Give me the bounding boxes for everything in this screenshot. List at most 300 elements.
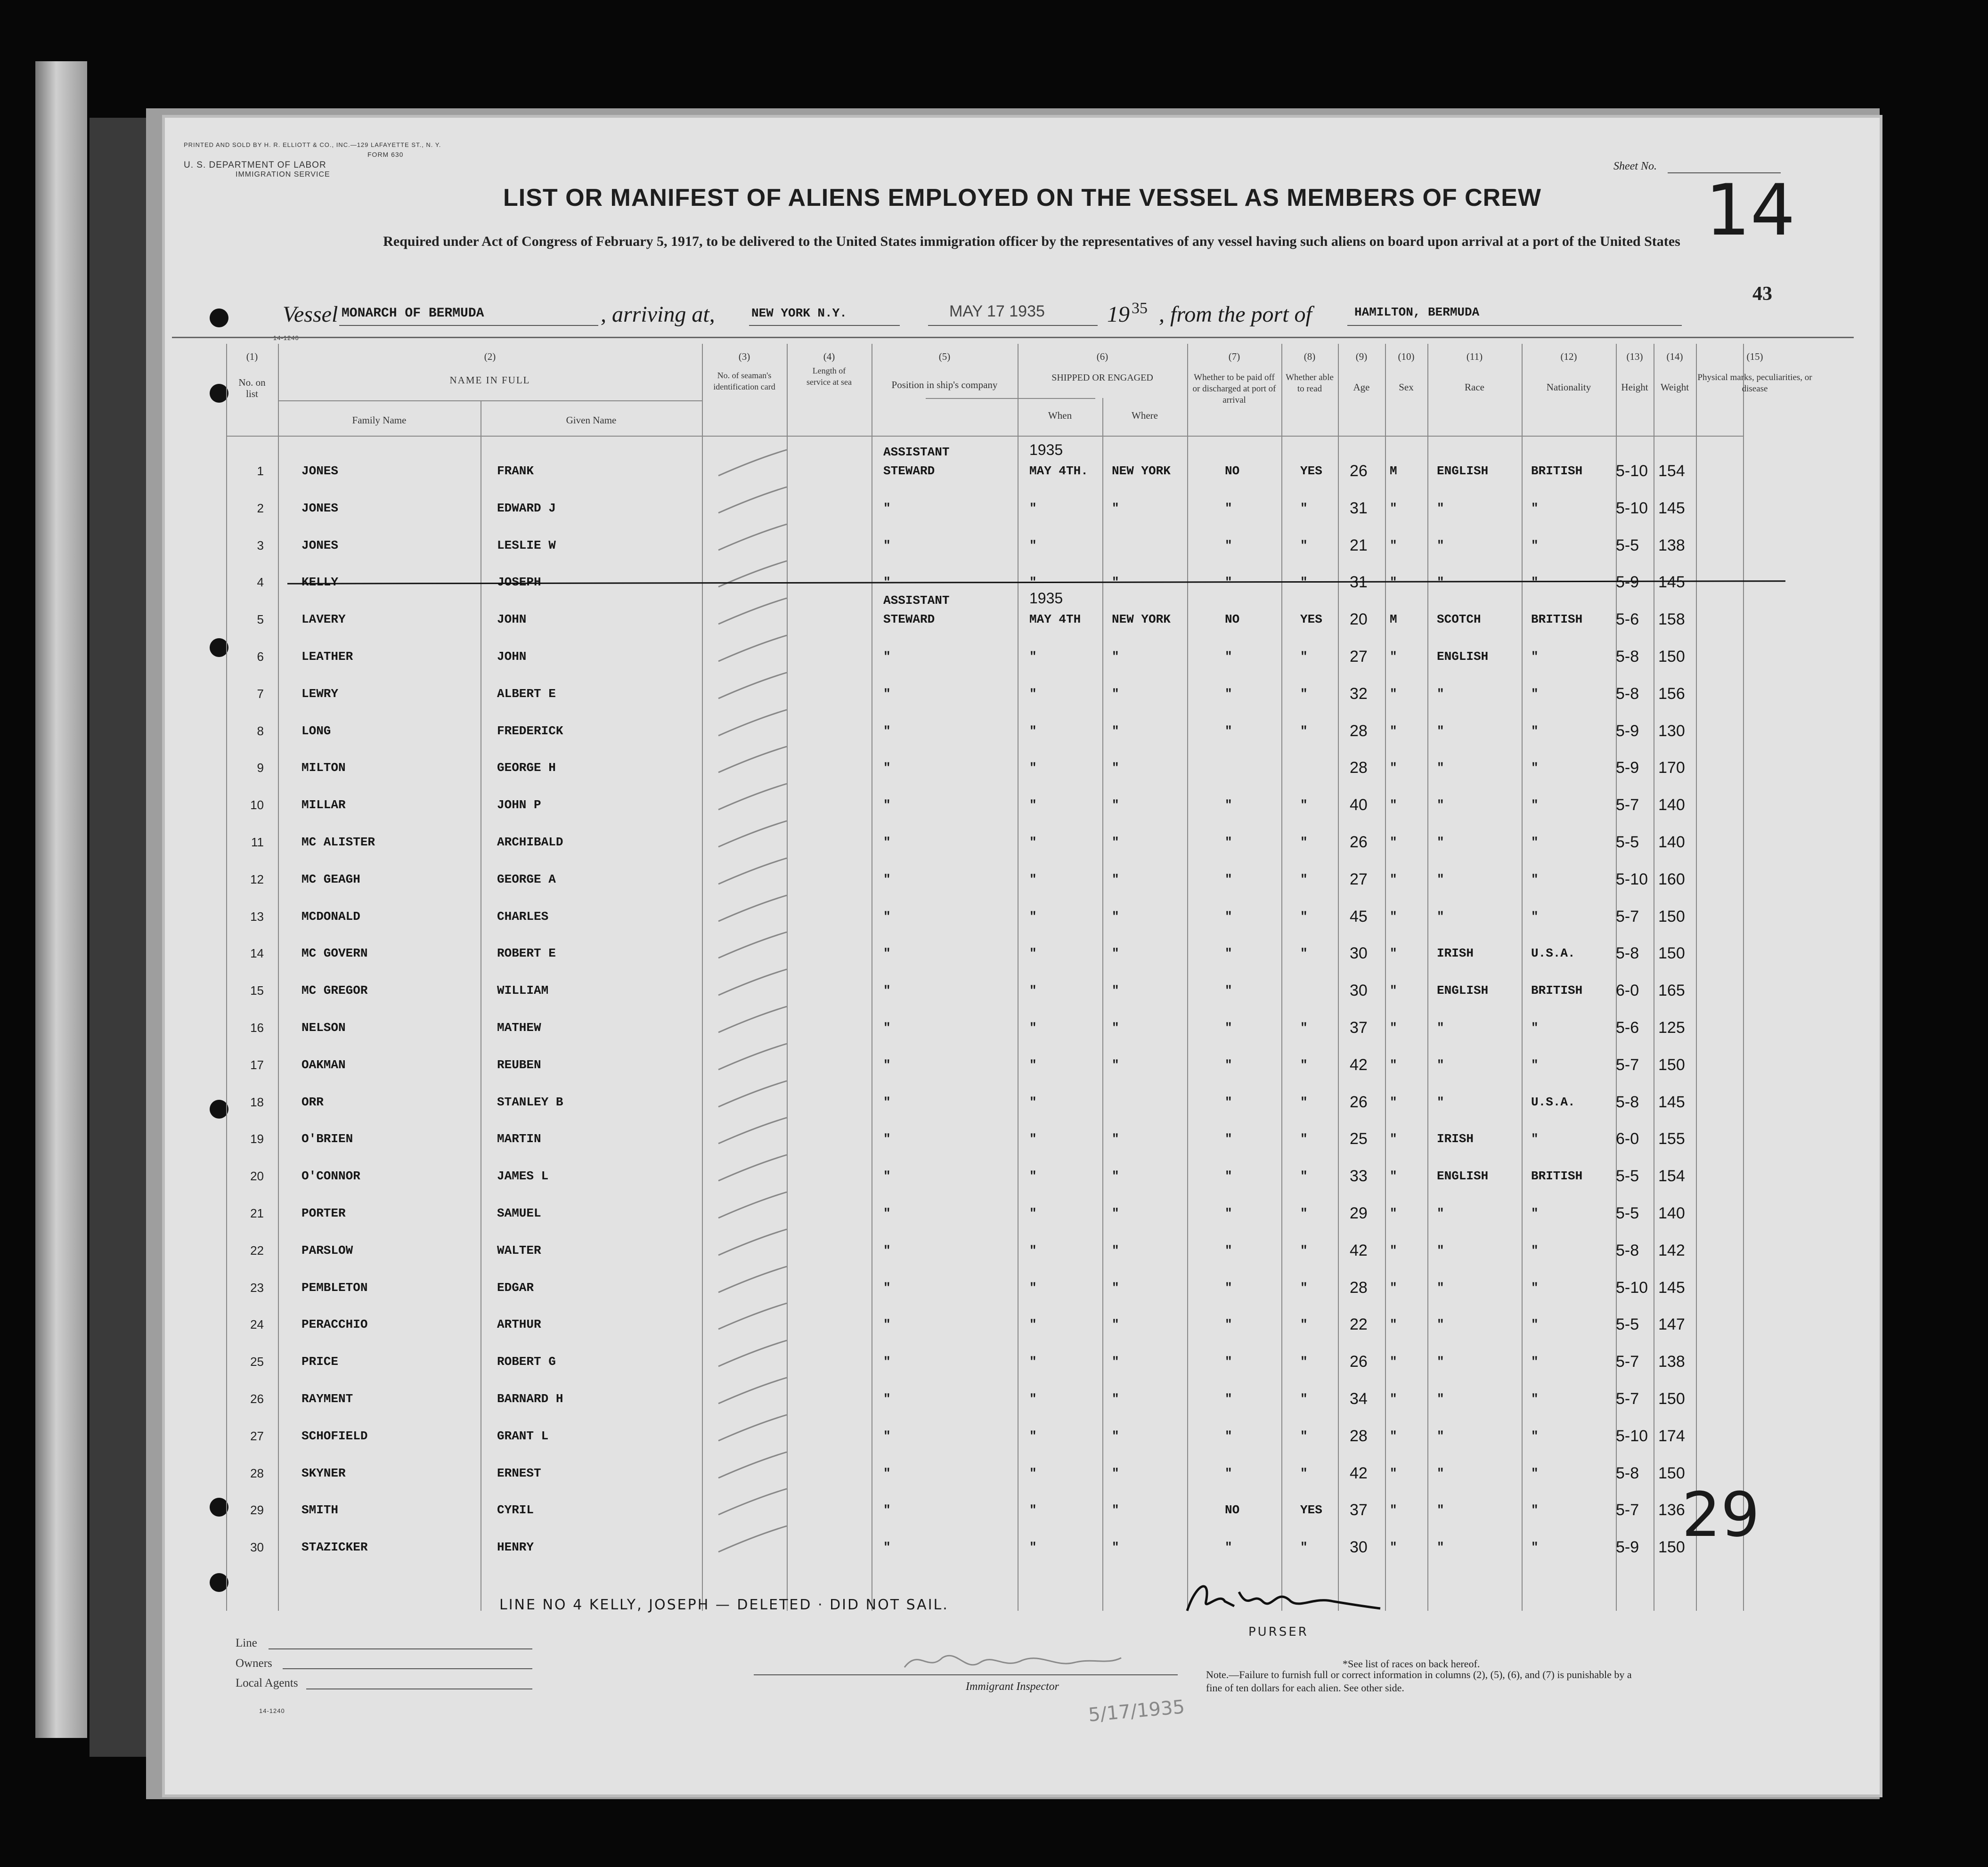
cell-sex: " [1390,575,1397,590]
cell-sex: " [1390,1021,1397,1035]
col14-label: Weight [1660,382,1689,393]
id-card-tick-icon [716,596,791,629]
cell-sex: " [1390,501,1397,515]
cell-pos: " [883,1317,891,1332]
cell-weight: 138 [1658,1353,1685,1371]
cell-nat: " [1531,909,1539,924]
form-code: 14-1240 [273,334,299,341]
cell-when: " [1029,1280,1037,1295]
cell-given: JOSEPH [497,575,541,590]
column-rule [1427,344,1428,1611]
cell-given: ALBERT E [497,686,556,701]
cell-given: HENRY [497,1540,534,1555]
cell-given: ERNEST [497,1466,541,1480]
cell-family: JONES [301,538,339,552]
cell-given: MARTIN [497,1132,541,1146]
cell-paid: " [1225,1132,1232,1146]
cell-nat: " [1531,761,1539,775]
cell-no: 5 [257,612,264,627]
vessel-underline [339,325,598,326]
cell-sex: M [1390,612,1397,627]
cell-where: " [1112,1540,1119,1555]
cell-race: " [1437,1317,1444,1332]
punch-hole-icon [210,1498,228,1517]
cell-when: " [1029,501,1037,515]
cell-paid: " [1225,909,1232,924]
cell-where: " [1112,1429,1119,1443]
cell-pos: " [883,1392,891,1406]
cell-given: SAMUEL [497,1206,541,1220]
cell-weight: 150 [1658,907,1685,925]
cell-height: 5-7 [1616,1390,1639,1408]
cell-read: YES [1300,1503,1322,1518]
cell-weight: 145 [1658,1278,1685,1297]
date-underline [928,325,1098,326]
column-rule [1281,344,1282,1611]
cell-height: 5-9 [1616,722,1639,740]
cell-no: 25 [250,1355,264,1369]
cell-no: 2 [257,501,264,515]
cell-age: 42 [1350,1055,1368,1074]
cell-when-year: 1935 [1029,590,1063,607]
cell-height: 5-8 [1616,1464,1639,1482]
cell-where: " [1112,1280,1119,1295]
cell-height: 5-8 [1616,684,1639,703]
col9-label: Age [1353,382,1370,393]
col6-number: (6) [1096,351,1108,362]
cell-given: ARTHUR [497,1317,541,1332]
cell-race: " [1437,1095,1444,1109]
id-card-tick-icon [716,1153,791,1185]
inspector-label: Immigrant Inspector [966,1680,1059,1693]
cell-weight: 136 [1658,1501,1685,1519]
cell-where: " [1112,1132,1119,1146]
cell-pos: " [883,1429,891,1443]
cell-age: 42 [1350,1241,1368,1259]
cell-race: ENGLISH [1437,1169,1489,1184]
cell-given: JAMES L [497,1169,549,1184]
cell-paid: " [1225,946,1232,961]
cell-pos: " [883,1206,891,1220]
cell-family: NELSON [301,1021,346,1035]
cell-weight: 150 [1658,1464,1685,1482]
cell-when: " [1029,1057,1037,1072]
col2-label: NAME IN FULL [449,374,530,386]
cell-race: " [1437,761,1444,775]
cell-given: GEORGE A [497,872,556,886]
cell-family: PERACCHIO [301,1317,368,1332]
cell-where: " [1112,872,1119,886]
cell-nat: " [1531,1280,1539,1295]
cell-race: " [1437,909,1444,924]
cell-sex: " [1390,1540,1397,1555]
cell-read: " [1300,835,1308,849]
cell-sex: " [1390,1057,1397,1072]
cell-paid: " [1225,983,1232,998]
cell-pos: " [883,1280,891,1295]
cell-when: " [1029,1503,1037,1518]
col2-number: (2) [484,351,496,362]
cell-pos: " [883,686,891,701]
cell-paid: " [1225,1540,1232,1555]
cell-sex: " [1390,1317,1397,1332]
agents-label: Local Agents [236,1677,298,1689]
cell-age: 40 [1350,796,1368,814]
owners-label: Owners [236,1657,272,1670]
id-card-tick-icon [716,1524,791,1557]
cell-no: 14 [250,946,264,961]
id-card-tick-icon [716,1486,791,1519]
cell-race: " [1437,1206,1444,1220]
cell-height: 5-9 [1616,1538,1639,1557]
cell-family: PARSLOW [301,1243,353,1258]
id-card-tick-icon [716,522,791,555]
cell-height: 5-7 [1616,907,1639,925]
cell-sex: " [1390,1095,1397,1109]
page-number: 43 [1752,283,1772,305]
cell-age: 28 [1350,759,1368,777]
cell-sex: " [1390,946,1397,961]
cell-weight: 154 [1658,462,1685,480]
cell-sex: " [1390,1169,1397,1184]
cell-nat: BRITISH [1531,983,1583,998]
col5-number: (5) [938,351,951,362]
cell-age: 29 [1350,1204,1368,1222]
cell-height: 5-5 [1616,536,1639,554]
cell-race: " [1437,1466,1444,1480]
cell-pos: " [883,1057,891,1072]
cell-family: RAYMENT [301,1392,353,1406]
arrival-date: MAY 17 1935 [949,302,1045,320]
cell-nat: U.S.A. [1531,946,1575,961]
cell-family: OAKMAN [301,1057,346,1072]
cell-pos: " [883,501,891,515]
cell-weight: 145 [1658,573,1685,592]
cell-family: KELLY [301,575,339,590]
cell-sex: " [1390,1392,1397,1406]
cell-nat: " [1531,1429,1539,1443]
cell-given: WILLIAM [497,983,549,998]
col3-label: No. of seaman's identification card [713,371,775,391]
cell-sex: " [1390,909,1397,924]
cell-weight: 158 [1658,610,1685,629]
cell-when: " [1029,1021,1037,1035]
cell-no: 20 [250,1169,264,1184]
column-rule [1616,344,1617,1611]
cell-read: " [1300,1132,1308,1146]
cell-no: 3 [257,538,264,552]
cell-no: 21 [250,1206,264,1220]
cell-paid: " [1225,1021,1232,1035]
cell-read: " [1300,1206,1308,1220]
cell-no: 27 [250,1429,264,1443]
cell-sex: " [1390,1132,1397,1146]
vessel-name: MONARCH OF BERMUDA [342,306,484,321]
cell-when: " [1029,723,1037,738]
cell-when: " [1029,575,1037,590]
cell-height: 5-7 [1616,796,1639,814]
cell-sex: " [1390,1280,1397,1295]
cell-family: STAZICKER [301,1540,368,1555]
cell-pos: " [883,649,891,664]
cell-height: 5-10 [1616,499,1648,517]
cell-where: " [1112,686,1119,701]
cell-pos: " [883,1355,891,1369]
cell-height: 5-5 [1616,1167,1639,1185]
cell-no: 19 [250,1132,264,1146]
cell-when: " [1029,1095,1037,1109]
cell-given: BARNARD H [497,1392,563,1406]
cell-weight: 160 [1658,870,1685,888]
cell-no: 12 [250,872,264,886]
cell-no: 10 [250,798,264,812]
cell-where: " [1112,1206,1119,1220]
id-card-tick-icon [716,633,791,666]
cell-pos: " [883,983,891,998]
cell-family: ORR [301,1095,324,1109]
cell-where: " [1112,798,1119,812]
cell-pos: " [883,798,891,812]
form-number: FORM 630 [367,151,404,158]
cell-when: " [1029,538,1037,552]
id-card-tick-icon [716,559,791,592]
cell-age: 30 [1350,1538,1368,1557]
cell-weight: 150 [1658,1390,1685,1408]
crew-count: 29 [1682,1479,1760,1550]
cell-read: " [1300,501,1308,515]
cell-weight: 145 [1658,1093,1685,1111]
cell-age: 20 [1350,610,1368,629]
cell-family: MILLAR [301,798,346,812]
cell-sex: " [1390,835,1397,849]
cell-pos: " [883,835,891,849]
cell-paid: " [1225,538,1232,552]
cell-where: " [1112,1169,1119,1184]
cell-race: " [1437,723,1444,738]
cell-given: ROBERT E [497,946,556,961]
cell-race: " [1437,1540,1444,1555]
cell-when: " [1029,761,1037,775]
col8-label: Whether able to read [1286,373,1334,394]
cell-paid: " [1225,872,1232,886]
cell-race: " [1437,798,1444,812]
cell-paid: " [1225,1392,1232,1406]
cell-height: 5-5 [1616,833,1639,851]
document-title: LIST OR MANIFEST OF ALIENS EMPLOYED ON THE VESSEL AS MEMBERS OF CREW [503,184,1541,211]
cell-family: PEMBLETON [301,1280,368,1295]
cell-given: JOHN P [497,798,541,812]
cell-height: 6-0 [1616,982,1639,1000]
cell-race: " [1437,1057,1444,1072]
col4-label: Length of service at sea [807,366,852,387]
cell-when: " [1029,1317,1037,1332]
cell-age: 37 [1350,1019,1368,1037]
column-rule [702,344,703,1611]
cell-given: STANLEY B [497,1095,563,1109]
cell-age: 37 [1350,1501,1368,1519]
id-card-tick-icon [716,856,791,889]
header-bottom-rule [226,436,1743,437]
id-card-tick-icon [716,1264,791,1297]
inspector-underline [754,1674,1178,1675]
col10-number: (10) [1398,351,1415,362]
cell-height: 5-7 [1616,1055,1639,1074]
cell-sex: " [1390,649,1397,664]
cell-no: 28 [250,1466,264,1480]
cell-weight: 140 [1658,1204,1685,1222]
cell-when: " [1029,798,1037,812]
cell-family: PORTER [301,1206,346,1220]
cell-age: 34 [1350,1390,1368,1408]
cell-paid: " [1225,798,1232,812]
column-rule [1187,344,1188,1611]
cell-where: " [1112,1503,1119,1518]
cell-given: ARCHIBALD [497,835,563,849]
cell-read: " [1300,1280,1308,1295]
col4-number: (4) [823,351,835,362]
cell-weight: 150 [1658,1538,1685,1557]
cell-where: " [1112,946,1119,961]
from-label: , from the port of [1159,302,1312,327]
cell-paid: " [1225,1206,1232,1220]
cell-when: " [1029,1132,1037,1146]
cell-where: " [1112,1021,1119,1035]
cell-no: 22 [250,1243,264,1258]
cell-pos: " [883,1169,891,1184]
id-card-tick-icon [716,1079,791,1112]
cell-weight: 140 [1658,796,1685,814]
cell-read: " [1300,1095,1308,1109]
cell-no: 8 [257,723,264,738]
id-card-tick-icon [716,1338,791,1371]
cell-pos: " [883,761,891,775]
cell-no: 15 [250,983,264,998]
cell-nat: " [1531,501,1539,515]
cell-sex: M [1390,464,1397,478]
cell-read: " [1300,1021,1308,1035]
cell-age: 27 [1350,648,1368,666]
cell-age: 26 [1350,1353,1368,1371]
cell-read: " [1300,1355,1308,1369]
cell-given: JOHN [497,612,527,627]
table-top-rule [172,337,1854,338]
punch-hole-icon [210,384,228,403]
col5-label: Position in ship's company [891,379,998,390]
cell-when: MAY 4TH [1029,612,1081,627]
column-rule [1338,344,1339,1611]
column-rule [1696,344,1697,1611]
cell-family: LEWRY [301,686,339,701]
cell-sex: " [1390,872,1397,886]
cell-paid: " [1225,1280,1232,1295]
cell-weight: 147 [1658,1315,1685,1334]
cell-where: " [1112,1392,1119,1406]
col15-number: (15) [1746,351,1763,362]
departure-port: HAMILTON, BERMUDA [1354,305,1480,319]
cell-height: 5-8 [1616,648,1639,666]
id-card-tick-icon [716,893,791,926]
cell-nat: " [1531,538,1539,552]
department-label: U. S. DEPARTMENT OF LABOR [184,160,326,170]
id-card-tick-icon [716,447,791,480]
cell-height: 5-7 [1616,1501,1639,1519]
cell-no: 23 [250,1280,264,1295]
col9-number: (9) [1355,351,1368,362]
cell-where: NEW YORK [1112,612,1171,627]
cell-pos: " [883,575,891,590]
port-underline [1347,325,1682,326]
cell-pos: " [883,872,891,886]
cell-when: " [1029,1169,1037,1184]
cell-pos: STEWARD [883,612,935,627]
cell-where: " [1112,835,1119,849]
sheet-number: 14 [1705,170,1795,252]
cell-race: " [1437,501,1444,515]
inspector-date: 5/17/1935 [1087,1696,1186,1726]
cell-nat: BRITISH [1531,1169,1583,1184]
cell-where: " [1112,649,1119,664]
cell-no: 9 [257,761,264,775]
cell-pos: " [883,1132,891,1146]
cell-pos: " [883,1466,891,1480]
cell-family: MILTON [301,761,346,775]
cell-age: 26 [1350,462,1368,480]
col6-where: Where [1132,410,1158,421]
cell-weight: 155 [1658,1130,1685,1148]
cell-no: 11 [251,835,264,849]
col13-number: (13) [1626,351,1643,362]
cell-nat: " [1531,1355,1539,1369]
cell-weight: 140 [1658,833,1685,851]
cell-height: 5-8 [1616,944,1639,963]
id-card-tick-icon [716,819,791,852]
cell-when: " [1029,686,1037,701]
cell-pos-line1: ASSISTANT [883,593,950,608]
name-subheader-rule [278,400,702,401]
cell-nat: " [1531,1466,1539,1480]
cell-age: 28 [1350,1427,1368,1445]
id-card-tick-icon [716,1190,791,1223]
cell-pos: " [883,1243,891,1258]
cell-height: 5-8 [1616,1241,1639,1259]
cell-no: 13 [250,909,264,924]
cell-nat: " [1531,1021,1539,1035]
cell-when: " [1029,983,1037,998]
cell-where: " [1112,1355,1119,1369]
cell-paid: " [1225,1317,1232,1332]
cell-read: YES [1300,612,1322,627]
col11-label: Race [1465,382,1484,393]
cell-pos-line1: ASSISTANT [883,445,950,459]
cell-race: " [1437,1392,1444,1406]
cell-weight: 156 [1658,684,1685,703]
cell-age: 45 [1350,907,1368,925]
cell-race: ENGLISH [1437,464,1489,478]
cell-read: " [1300,1243,1308,1258]
cell-paid: " [1225,1057,1232,1072]
cell-no: 17 [250,1057,264,1072]
cell-when: " [1029,835,1037,849]
cell-weight: 174 [1658,1427,1685,1445]
id-card-tick-icon [716,781,791,814]
id-card-tick-icon [716,485,791,518]
cell-nat: " [1531,835,1539,849]
owners-underline [283,1668,532,1669]
cell-given: FRANK [497,464,534,478]
arriving-label: , arriving at, [601,302,715,327]
cell-read: " [1300,1169,1308,1184]
cell-height: 5-9 [1616,573,1639,592]
